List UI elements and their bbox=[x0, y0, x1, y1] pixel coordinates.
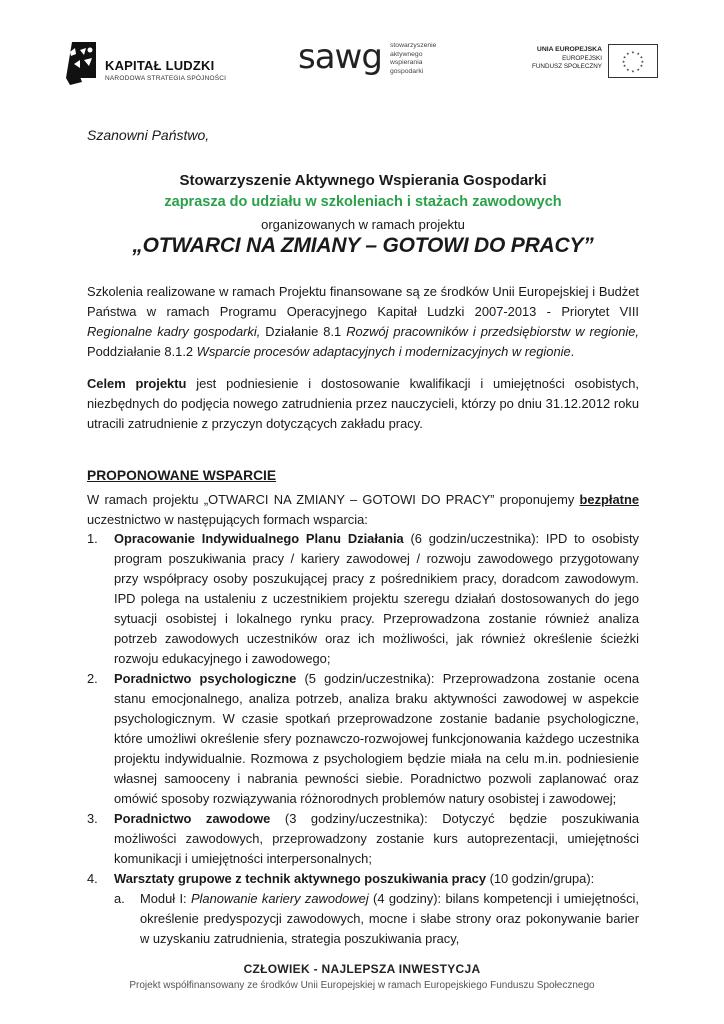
sawg-wordmark: sawg bbox=[298, 37, 382, 77]
list-item bbox=[87, 809, 639, 869]
sawg-line: wspierania bbox=[390, 59, 423, 66]
text-run: Działanie 8.1 bbox=[260, 324, 347, 339]
goal-paragraph bbox=[87, 374, 639, 434]
text-run-bold: Celem projektu bbox=[87, 376, 187, 391]
sawg-line: gospodarki bbox=[390, 67, 424, 75]
greeting: Szanowni Państwo, bbox=[87, 127, 210, 143]
svg-text:★: ★ bbox=[639, 64, 644, 69]
svg-text:★: ★ bbox=[636, 67, 640, 72]
list-number: 3. bbox=[87, 811, 98, 826]
sawg-line: aktywnego bbox=[390, 50, 423, 58]
eu-line: FUNDUSZ SPOŁECZNY bbox=[532, 63, 602, 71]
text-run-italic: Planowanie kariery zawodowej bbox=[190, 891, 369, 906]
text-run: Poddziałanie 8.1.2 bbox=[87, 344, 197, 359]
kapital-ludzki-mark-icon bbox=[62, 38, 100, 86]
list-item-text: (6 godzin/uczestnika): IPD to osobisty program poszukiwania pracy / kariery zawodowej / rozwoju zawodowego przygotowany przy współpracy osoby poszukującej pracy z pośrednikiem pracy, doradcom zawodowym. IPD polega na ustaleniu z uczestnikiem projektu szeregu działań dostosowanych do jego sytuacji osobistej i lokalnego rynku pracy. Przeprowadzona zostanie również analiza potrzeb zawodowych uczestników oraz ich możliwości, jak również określenie ścieżki rozwoju edukacyjnego i zawodowego; bbox=[114, 531, 639, 666]
text-run: jest podniesienie i dostosowanie kwalifikacji i umiejętności osobistych, niezbędnych do podjęcia nowego zatrudnienia przez nauczycieli, którzy po dniu 31.12.2012 roku utracili zatrudnienie z przyczyn dotyczących zakładu pracy. bbox=[87, 376, 639, 431]
organization-name: Stowarzyszenie Aktywnego Wspierania Gospodarki bbox=[179, 172, 547, 189]
eu-logo-text bbox=[532, 46, 602, 72]
sub-list-letter: a. bbox=[114, 891, 125, 906]
svg-text:★: ★ bbox=[622, 55, 627, 60]
kapital-ludzki-logo bbox=[62, 38, 227, 94]
list-number: 1. bbox=[87, 531, 98, 546]
kapital-ludzki-title: KAPITAŁ LUDZKI bbox=[105, 58, 215, 73]
list-item-text: (5 godzin/uczestnika): Przeprowadzona zostanie ocena stanu emocjonalnego, analiza potrzeb, analiza braku aktywności zawodowej w aspekcie psychologicznym. W czasie spotkań przeprowadzone zostanie badanie psychologiczne, które umożliwi określenie sfery poznawczo-rozwojowej funkcjonowania każdego uczestnika projektu indywidualnie. Rozmowa z psychologiem będzie miała na celu m.in. podniesienie własnej samooceny i nabrania pewności siebie. Poradnictwo pozwoli zaplanować oraz omówić sposoby rozwiązywania różnorodnych problemów natury osobistej i zawodowej; bbox=[114, 671, 639, 806]
svg-text:★: ★ bbox=[631, 50, 635, 55]
project-title: „OTWARCI NA ZMIANY – GOTOWI DO PRACY” bbox=[132, 234, 594, 257]
sub-list bbox=[114, 889, 639, 949]
eu-logo bbox=[528, 44, 658, 84]
kapital-ludzki-subtitle: NARODOWA STRATEGIA SPÓJNOŚCI bbox=[105, 75, 227, 82]
text-run-italic: Rozwój pracowników i przedsiębiorstw w regionie, bbox=[346, 324, 639, 339]
support-intro-paragraph bbox=[87, 490, 639, 530]
text-run: uczestnictwo w następujących formach wsparcia: bbox=[87, 512, 368, 527]
footer-slogan: CZŁOWIEK - NAJLEPSZA INWESTYCJA bbox=[243, 962, 481, 976]
text-run: . bbox=[570, 344, 575, 359]
text-run: (4 godziny): bilans kompetencji i umiejętności, określenie predyspozycji zawodowych, mocne i słabe strony oraz pokonywanie barier w uzyskaniu zatrudnienia, strategia poszukiwania pracy, bbox=[140, 891, 639, 946]
text-run: Szkolenia realizowane w ramach Projektu finansowane są ze środków Unii Europejskiej i Budżet Państwa w ramach Programu Operacyjnego Kapitał Ludzki 2007-2013 - Priorytet VIII bbox=[87, 284, 639, 319]
sawg-line: stowarzyszenie bbox=[390, 42, 437, 49]
footer-cofinancing-note: Projekt współfinansowany ze środków Unii Europejskiej w ramach Europejskiego Funduszu Społecznego bbox=[129, 980, 595, 991]
svg-text:★: ★ bbox=[621, 59, 626, 64]
eu-flag-icon bbox=[608, 44, 658, 78]
list-item-text: (10 godzin/grupa): bbox=[486, 871, 595, 886]
list-item-title: Warsztaty grupowe z technik aktywnego poszukiwania pracy bbox=[114, 871, 487, 886]
text-run-italic: Regionalne kadry gospodarki, bbox=[87, 324, 261, 339]
list-item bbox=[87, 669, 639, 809]
svg-text:★: ★ bbox=[636, 51, 640, 56]
svg-text:★: ★ bbox=[639, 55, 644, 60]
page-header bbox=[0, 30, 724, 90]
text-run: Moduł I: bbox=[140, 891, 191, 906]
list-item bbox=[87, 529, 639, 669]
support-list bbox=[87, 529, 639, 949]
svg-text:★: ★ bbox=[640, 59, 645, 64]
invitation-line: zaprasza do udziału w szkoleniach i stażach zawodowych bbox=[164, 194, 562, 210]
text-run: W ramach projektu „OTWARCI NA ZMIANY – GOTOWI DO PRACY” proponujemy bbox=[87, 492, 580, 507]
svg-text:★: ★ bbox=[626, 67, 630, 72]
eu-line: UNIA EUROPEJSKA bbox=[536, 46, 602, 53]
list-item-title: Opracowanie Indywidualnego Planu Działania bbox=[114, 531, 404, 546]
section-title: PROPONOWANE WSPARCIE bbox=[87, 468, 277, 483]
sawg-logo bbox=[298, 37, 458, 84]
list-item bbox=[87, 869, 639, 949]
list-number: 2. bbox=[87, 671, 98, 686]
svg-text:★: ★ bbox=[626, 51, 630, 56]
eu-line: EUROPEJSKI bbox=[562, 54, 602, 62]
organized-line: organizowanych w ramach projektu bbox=[261, 217, 465, 232]
svg-text:★: ★ bbox=[622, 64, 627, 69]
text-run-bold-underline: bezpłatne bbox=[579, 492, 639, 507]
list-item-title: Poradnictwo psychologiczne bbox=[114, 671, 297, 686]
svg-text:★: ★ bbox=[631, 69, 635, 74]
text-run-italic: Wsparcie procesów adaptacyjnych i modernizacyjnych w regionie bbox=[196, 344, 571, 359]
sub-list-item bbox=[114, 889, 639, 949]
sawg-tagline bbox=[390, 42, 436, 76]
funding-paragraph bbox=[87, 282, 639, 362]
list-item-text: (3 godziny/uczestnika): Dotyczyć będzie poszukiwania możliwości zawodowych, przeprowadzony zostanie kurs autoprezentacji, umiejętności komunikacji i umiejętności interpersonalnych; bbox=[114, 811, 639, 866]
list-number: 4. bbox=[87, 871, 98, 886]
list-item-title: Poradnictwo zawodowe bbox=[114, 811, 271, 826]
